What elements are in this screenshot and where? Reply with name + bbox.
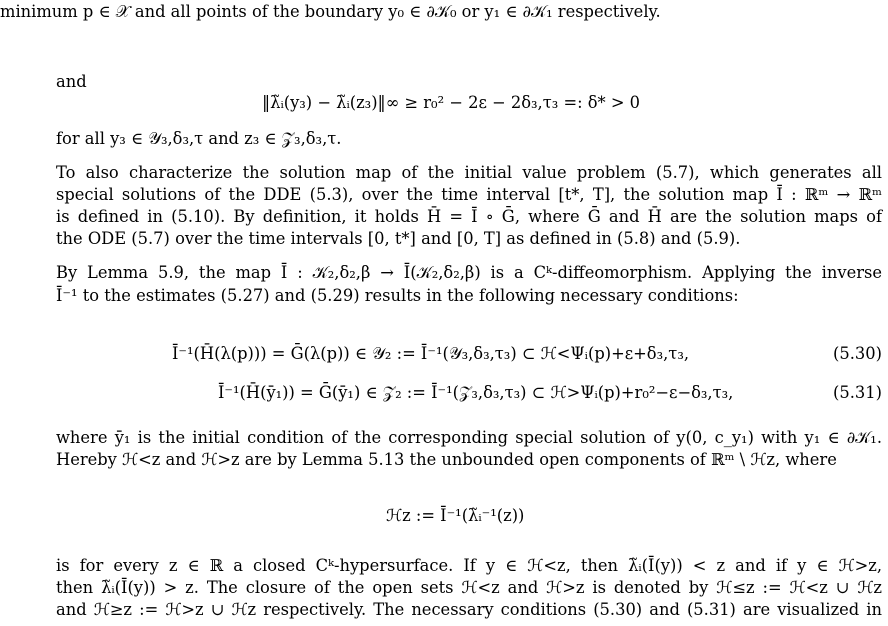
paragraph-1-line-1: To also characterize the solution map of the initial value problem (5.7), which generates all	[56, 163, 882, 182]
text-and: and	[56, 72, 87, 91]
equation-number-5-31: (5.31)	[833, 383, 882, 402]
paragraph-1-line-3: is defined in (5.10). By definition, it holds H̄ = Ī ∘ Ḡ, where Ḡ and H̄ are the solution maps of	[56, 207, 882, 226]
equation-delta-star: ‖λ̃ᵢ(y₃) − λ̃ᵢ(z₃)‖∞ ≥ r₀² − 2ε − 2δ₃,τ₃ =: δ* > 0	[262, 93, 641, 112]
text-line-0: minimum p ∈ 𝒳 and all points of the boundary y₀ ∈ ∂𝒦₀ or y₁ ∈ ∂𝒦₁ respectively.	[0, 2, 661, 21]
paragraph-1-line-2: special solutions of the DDE (5.3), over the time interval [t*, T], the solution map Ī : ℝᵐ → ℝᵐ	[56, 185, 882, 204]
equation-5-30: Ī⁻¹(H̄(λ(p))) = Ḡ(λ(p)) ∈ 𝒴₂ := Ī⁻¹(𝒴₃,δ₃,τ₃) ⊂ ℋ<Ψᵢ(p)+ε+δ₃,τ₃,	[172, 344, 690, 363]
paragraph-1-line-4: the ODE (5.7) over the time intervals [0, t*] and [0, T] as defined in (5.8) and (5.9).	[56, 229, 741, 248]
paragraph-4-line-3: and ℋ≥z := ℋ>z ∪ ℋz respectively. The necessary conditions (5.30) and (5.31) are visualized in	[56, 600, 882, 619]
paragraph-2-line-1: By Lemma 5.9, the map Ī : 𝒦₂,δ₂,β → Ī(𝒦₂,δ₂,β) is a Cᵏ-diffeomorphism. Applying the inverse	[56, 263, 882, 282]
paragraph-2-line-2: Ī⁻¹ to the estimates (5.27) and (5.29) results in the following necessary conditions:	[56, 286, 739, 305]
paragraph-3-line-1: where ȳ₁ is the initial condition of the corresponding special solution of y(0, c_y₁) with y₁ ∈ ∂𝒦₁.	[56, 428, 882, 447]
text-for-all: for all y₃ ∈ 𝒴₃,δ₃,τ and z₃ ∈ 𝒵₃,δ₃,τ.	[56, 129, 342, 148]
paragraph-3-line-2: Hereby ℋ<z and ℋ>z are by Lemma 5.13 the unbounded open components of ℝᵐ \ ℋz, where	[56, 450, 837, 469]
paragraph-4-line-2: then λ̃ᵢ(Ī(y)) > z. The closure of the open sets ℋ<z and ℋ>z is denoted by ℋ≤z := ℋ<z ∪ ℋz	[56, 578, 882, 597]
equation-hz: ℋz := Ī⁻¹(λ̃ᵢ⁻¹(z))	[386, 506, 525, 525]
equation-5-31: Ī⁻¹(H̄(ȳ₁)) = Ḡ(ȳ₁) ∈ 𝒵₂ := Ī⁻¹(𝒵₃,δ₃,τ₃) ⊂ ℋ>Ψᵢ(p)+r₀²−ε−δ₃,τ₃,	[218, 383, 734, 402]
equation-number-5-30: (5.30)	[833, 344, 882, 363]
paragraph-4-line-1: is for every z ∈ ℝ a closed Cᵏ-hypersurface. If y ∈ ℋ<z, then λ̃ᵢ(Ī(y)) < z and if y ∈ ℋ>z,	[56, 556, 882, 575]
